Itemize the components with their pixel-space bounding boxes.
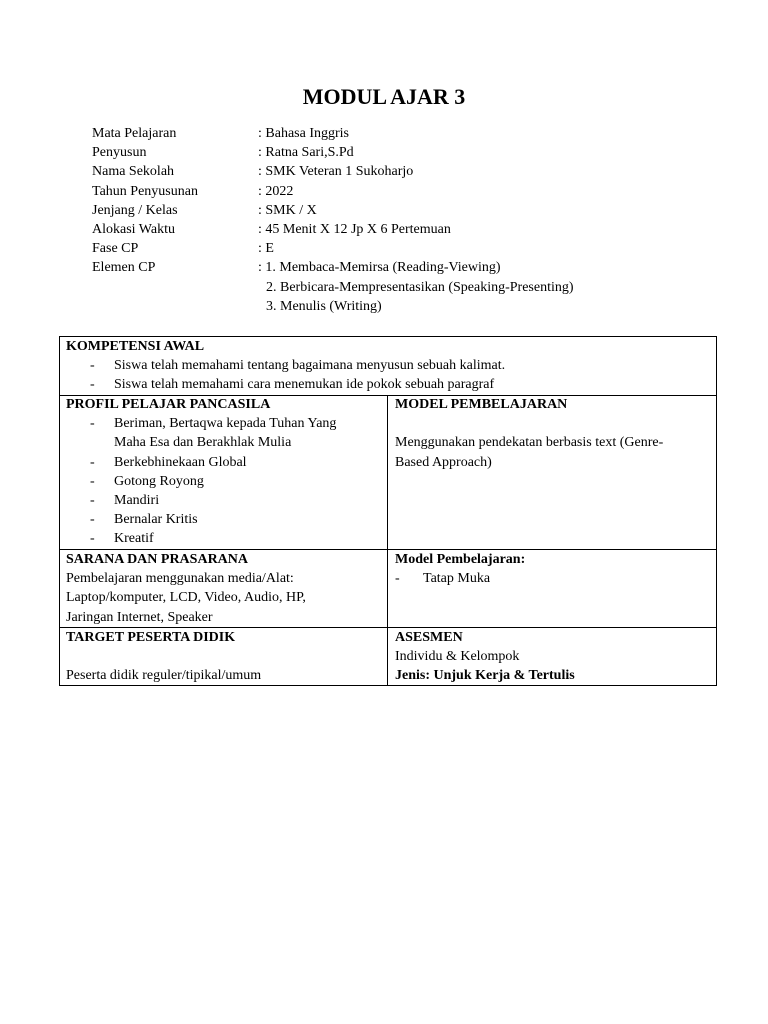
table-column-divider: [387, 395, 388, 685]
info-label: Jenjang / Kelas: [92, 202, 178, 218]
info-label: Elemen CP: [92, 260, 156, 276]
list-item: [66, 453, 384, 472]
list-item: [395, 569, 711, 588]
sarana-prasarana-section: [66, 550, 384, 627]
info-value: : Ratna Sari,S.Pd: [258, 145, 354, 161]
spacer-line: [395, 414, 711, 433]
list-item-text: Kreatif: [114, 531, 154, 547]
section-heading: MODEL PEMBELAJARAN: [395, 397, 568, 412]
list-item: [66, 414, 384, 433]
bullet-dash: -: [90, 377, 95, 393]
list-item: [66, 356, 706, 375]
info-row-mata-pelajaran: [92, 124, 692, 143]
text-line-bold: Jenis: Unjuk Kerja & Tertulis: [395, 668, 575, 684]
list-item: [66, 491, 384, 510]
list-item-text: Gotong Royong: [114, 473, 204, 489]
info-value: : 2022: [258, 183, 294, 199]
section-heading: KOMPETENSI AWAL: [66, 339, 205, 354]
info-row-elemen-cp: [92, 258, 692, 277]
kompetensi-awal-section: [66, 337, 706, 395]
info-label: Mata Pelajaran: [92, 126, 177, 141]
section-heading: Model Pembelajaran:: [395, 552, 526, 567]
section-heading: ASESMEN: [395, 630, 463, 645]
list-item-text: Tatap Muka: [423, 571, 491, 587]
info-value: : 1. Membaca-Memirsa (Reading-Viewing): [258, 260, 501, 276]
list-item-text: Mandiri: [114, 492, 160, 508]
bullet-dash: -: [395, 571, 400, 587]
list-item: [66, 529, 384, 548]
bullet-dash: -: [90, 358, 95, 374]
bullet-dash: -: [90, 512, 95, 528]
section-heading: PROFIL PELAJAR PANCASILA: [66, 397, 271, 412]
text-line: Laptop/komputer, LCD, Video, Audio, HP,: [66, 590, 306, 606]
module-table: [59, 336, 717, 686]
elemen-cp-item: 2. Berbicara-Mempresentasikan (Speaking-Presenting): [266, 280, 574, 295]
list-item-text: Siswa telah memahami tentang bagaimana menyusun sebuah kalimat.: [114, 358, 506, 374]
info-value: : SMK / X: [258, 202, 317, 218]
info-value: : SMK Veteran 1 Sukoharjo: [258, 164, 414, 180]
info-row-alokasi-waktu: [92, 220, 692, 239]
bullet-dash: -: [90, 454, 95, 470]
profil-pelajar-section: [66, 395, 384, 549]
text-line: Individu & Kelompok: [395, 649, 520, 665]
bullet-dash: -: [90, 416, 95, 432]
list-item-continuation: [66, 433, 384, 452]
list-item-text: Berkebhinekaan Global: [114, 454, 247, 470]
text-line: Based Approach): [395, 454, 492, 470]
info-label: Alokasi Waktu: [92, 221, 175, 237]
elemen-cp-item: 3. Menulis (Writing): [266, 299, 382, 315]
section-heading: SARANA DAN PRASARANA: [66, 552, 249, 567]
bullet-dash: -: [90, 473, 95, 489]
elemen-cp-list: [266, 278, 574, 316]
section-heading: TARGET PESERTA DIDIK: [66, 630, 236, 645]
target-peserta-section: [66, 628, 384, 686]
info-label: Nama Sekolah: [92, 164, 175, 180]
model-pembelajaran-detail-section: [395, 550, 711, 588]
spacer-line: [66, 647, 384, 666]
list-item: [66, 510, 384, 529]
bullet-dash: -: [90, 492, 95, 508]
info-row-penyusun: [92, 143, 692, 162]
info-label: Tahun Penyusunan: [92, 183, 198, 199]
info-row-jenjang-kelas: [92, 201, 692, 220]
info-value: : Bahasa Inggris: [258, 126, 349, 141]
info-row-tahun-penyusunan: [92, 182, 692, 201]
text-line: Pembelajaran menggunakan media/Alat:: [66, 571, 294, 587]
bullet-dash: -: [90, 531, 95, 547]
info-label: Fase CP: [92, 241, 139, 257]
model-pembelajaran-section: [395, 395, 711, 472]
info-value: : 45 Menit X 12 Jp X 6 Pertemuan: [258, 221, 451, 237]
text-line: Jaringan Internet, Speaker: [66, 609, 213, 625]
info-row-fase-cp: [92, 239, 692, 258]
list-item: [66, 472, 384, 491]
list-item-text: Maha Esa dan Berakhlak Mulia: [114, 435, 292, 451]
module-info: [92, 124, 692, 278]
list-item: [66, 375, 706, 394]
info-value: : E: [258, 241, 274, 257]
info-label: Penyusun: [92, 145, 147, 161]
document-title: MODUL AJAR 3: [302, 84, 466, 109]
text-line: Peserta didik reguler/tipikal/umum: [66, 668, 262, 684]
info-row-nama-sekolah: [92, 162, 692, 181]
text-line: Menggunakan pendekatan berbasis text (Genre-: [395, 435, 664, 451]
list-item-text: Siswa telah memahami cara menemukan ide pokok sebuah paragraf: [114, 377, 495, 393]
asesmen-section: [395, 628, 711, 686]
list-item-text: Beriman, Bertaqwa kepada Tuhan Yang: [114, 416, 337, 432]
list-item-text: Bernalar Kritis: [114, 512, 198, 528]
